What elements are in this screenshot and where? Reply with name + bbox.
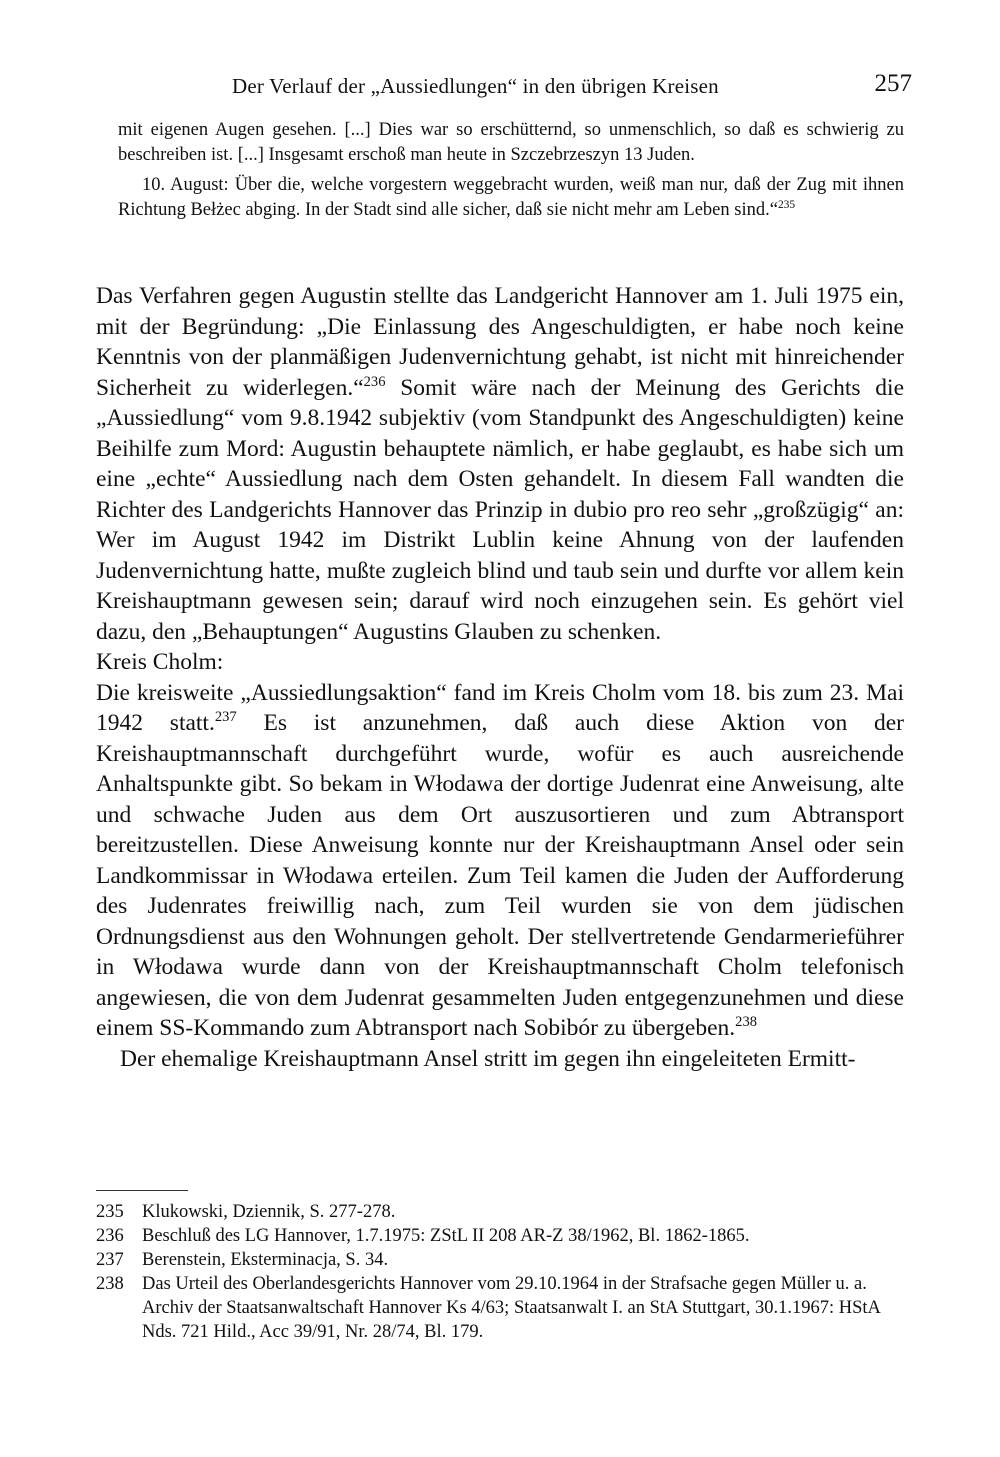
block-quote — [118, 118, 904, 223]
footnote-number: 238 — [96, 1274, 124, 1294]
footnote-number: 237 — [96, 1250, 124, 1270]
body-paragraph: Der ehemalige Kreishauptmann Ansel stritt im gegen ihn eingeleiteten Ermitt- — [120, 1045, 856, 1072]
running-header — [232, 70, 912, 106]
footnote-ref: 238 — [735, 1014, 758, 1031]
section-heading: Kreis Cholm: — [96, 649, 224, 675]
footnotes — [96, 1200, 904, 1344]
quote-text: 10. August: Über die, welche vorgestern weggebracht wurden, weiß man nur, daß der Zug mit ihnen Richtung Bełżec abging. In der Stadt sind alle sicher, daß sie nicht mehr am Leben sind.“ — [118, 175, 904, 220]
running-title: Der Verlauf der „Aussiedlungen“ in den übrigen Kreisen — [232, 74, 719, 98]
body-text — [96, 281, 904, 1074]
body-text-segment: Es ist anzunehmen, daß auch diese Aktion von der Kreishauptmannschaft durchgeführt wurde, wofür es auch ausreichende Anhaltspunkte gibt. So bekam in Włodawa der dortige Judenrat eine Anweisung, alte und schwache Juden aus dem Ort auszusortieren und zum Abtransport bereitzustellen. Diese Anweisung konnte nur der Kreishauptmann Ansel oder sein Landkommissar in Włodawa erteilen. Zum Teil kamen die Juden der Aufforderung des Judenrates freiwillig nach, zum Teil wurden sie von dem jüdischen Ordnungsdienst aus den Wohnungen geholt. Der stellvertretende Gendarmerieführer in Włodawa wurde dann von der Kreishauptmannschaft Cholm telefonisch angewiesen, die von dem Judenrat gesammelten Juden entgegenzunehmen und diese einem SS-Kommando zum Abtransport nach Sobibór zu übergeben. — [96, 710, 904, 1041]
footnote-ref: 235 — [777, 198, 796, 211]
page-number: 257 — [874, 70, 912, 97]
footnote-number: 235 — [96, 1202, 124, 1222]
quote-paragraph — [118, 173, 904, 223]
body-paragraph — [96, 281, 904, 647]
footnote — [96, 1272, 904, 1344]
footnote-text: Berenstein, Eksterminacja, S. 34. — [142, 1250, 389, 1270]
body-text-segment: Somit wäre nach der Meinung des Gerichts die „Aussiedlung“ vom 9.8.1942 subjektiv (vom Standpunkt des Angeschuldigten) keine Beihilfe zum Mord: Augustin behauptete nämlich, er habe geglaubt, es habe sich um eine „echte“ Aussiedlung nach dem Osten gehandelt. In diesem Fall wandten die Richter des Landgerichts Hannover das Prinzip in dubio pro reo sehr „großzügig“ an: Wer im August 1942 im Distrikt Lublin keine Ahnung von der laufenden Judenvernichtung hatte, mußte zugleich blind und taub sein und durfte vor allem kein Kreishauptmann gewesen sein; darauf wird noch einzugehen sein. Es gehört viel dazu, den „Behauptungen“ Augustins Glauben zu schenken. — [96, 374, 905, 645]
quote-paragraph: mit eigenen Augen gesehen. [...] Dies war so erschütternd, so unmenschlich, so daß es schwierig zu beschreiben ist. [...] Insgesamt erschoß man heute in Szczebrzeszyn 13 Juden. — [118, 120, 904, 165]
body-paragraph — [96, 678, 904, 1044]
footnote-text: Das Urteil des Oberlandesgerichts Hannover vom 29.10.1964 in der Strafsache gegen Müller u. a. Archiv der Staatsanwaltschaft Hannover Ks 4/63; Staatsanwalt I. an StA Stuttgart, 30.1.1967: HStA Nds. 721 Hild., Acc 39/91, Nr. 28/74, Bl. 179. — [142, 1274, 880, 1342]
footnote — [96, 1224, 904, 1248]
footnote-text: Beschluß des LG Hannover, 1.7.1975: ZStL II 208 AR-Z 38/1962, Bl. 1862-1865. — [142, 1226, 750, 1246]
footnote-divider — [96, 1190, 188, 1191]
footnote-number: 236 — [96, 1226, 124, 1246]
body-text-segment: Die kreisweite „Aussiedlungsaktion“ fand im Kreis Cholm vom 18. bis zum 23. Mai 1942 statt. — [96, 679, 904, 736]
footnote-ref: 236 — [363, 373, 386, 390]
footnote-text: Klukowski, Dziennik, S. 277-278. — [142, 1202, 396, 1222]
body-text-segment: Das Verfahren gegen Augustin stellte das Landgericht Hannover am 1. Juli 1975 ein, mit der Begründung: „Die Einlassung des Angeschuldigten, er habe noch keine Kenntnis von der planmäßigen Judenvernichtung gehabt, ist nicht mit hinreichender Sicherheit zu widerlegen.“ — [96, 283, 904, 401]
footnote — [96, 1200, 904, 1224]
footnote — [96, 1248, 904, 1272]
footnote-ref: 237 — [214, 709, 237, 726]
